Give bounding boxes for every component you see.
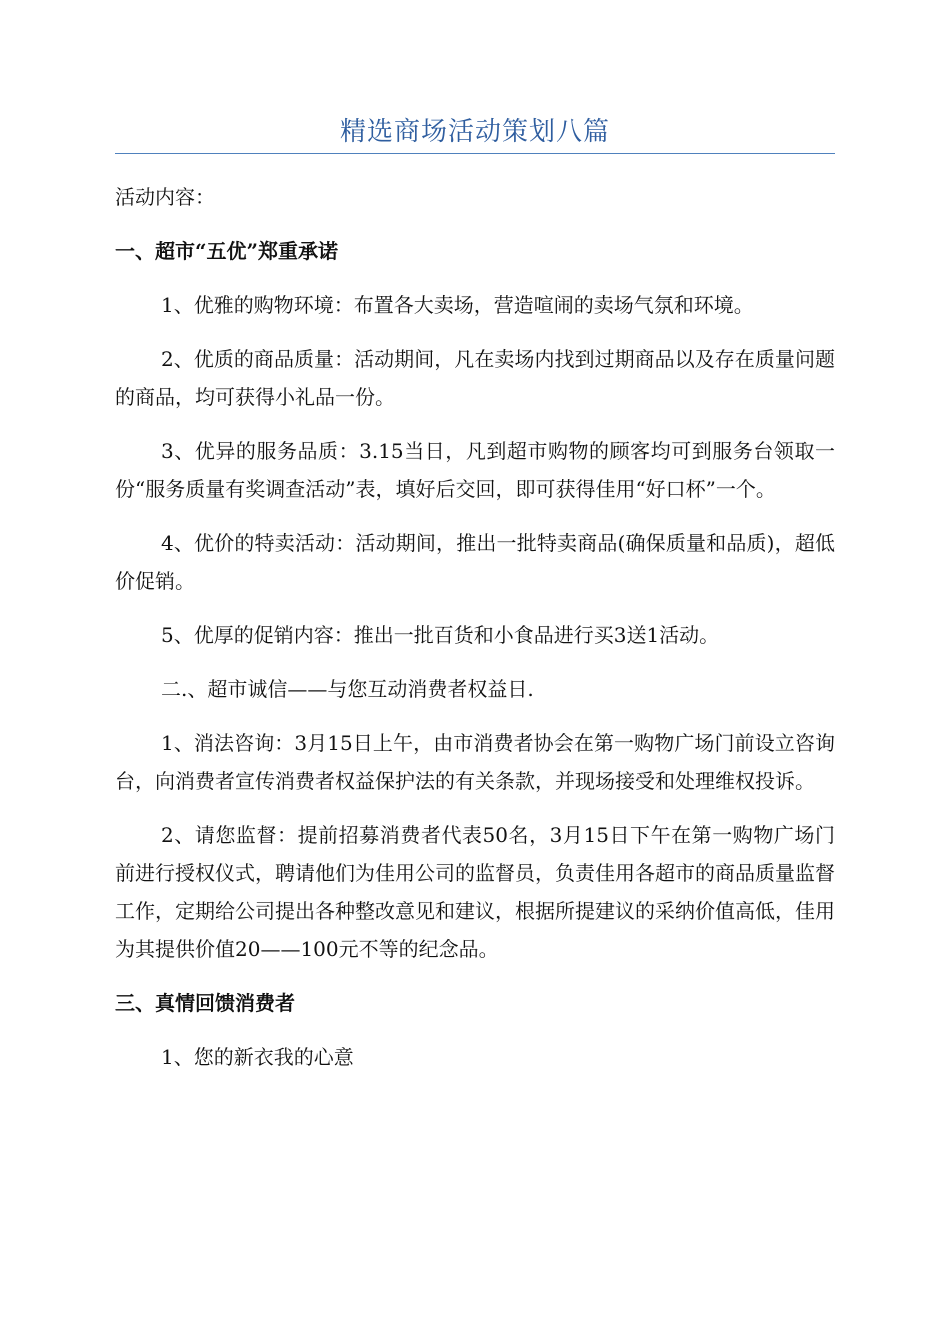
paragraph: 3、优异的服务品质：3.15当日，凡到超市购物的顾客均可到服务台领取一份“服务质量有奖调查活动”表，填好后交回，即可获得佳用“好口杯”一个。 [115,439,835,501]
section-heading-1: 一、超市“五优”郑重承诺 [115,239,339,263]
paragraph: 1、您的新衣我的心意 [161,1045,354,1069]
paragraph: 4、优价的特卖活动：活动期间，推出一批特卖商品(确保质量和品质)，超低价促销。 [115,531,835,593]
document-title: 精选商场活动策划八篇 [339,117,610,147]
document-body [115,178,835,1092]
paragraph: 2、请您监督：提前招募消费者代表50名，3月15日下午在第一购物广场门前进行授权仪式，聘请他们为佳用公司的监督员，负责佳用各超市的商品质量监督工作，定期给公司提出各种整改意见和建议，根据所提建议的采纳价值高低，佳用为其提供价值20——100元不等的纪念品。 [115,823,835,961]
section-heading-3: 三、真情回馈消费者 [115,991,295,1015]
paragraph: 1、优雅的购物环境：布置各大卖场，营造喧闹的卖场气氛和环境。 [161,293,754,317]
paragraph: 2、优质的商品质量：活动期间，凡在卖场内找到过期商品以及存在质量问题的商品，均可获得小礼品一份。 [115,347,835,409]
paragraph: 1、消法咨询：3月15日上午，由市消费者协会在第一购物广场门前设立咨询台，向消费者宣传消费者权益保护法的有关条款，并现场接受和处理维权投诉。 [115,731,835,793]
section-heading-2: 二.、超市诚信——与您互动消费者权益日. [161,677,534,701]
intro-line: 活动内容： [115,185,215,209]
paragraph: 5、优厚的促销内容：推出一批百货和小食品进行买3送1活动。 [161,623,720,647]
title-underline [115,153,835,154]
